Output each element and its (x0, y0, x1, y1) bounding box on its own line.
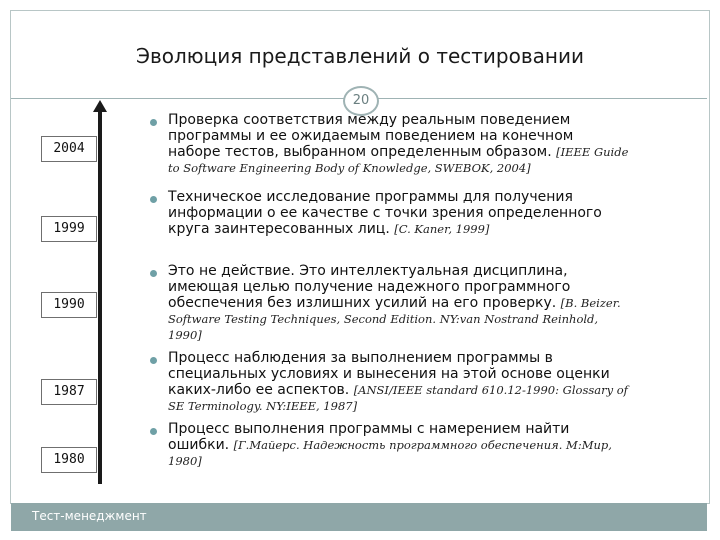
bullet-icon (150, 270, 157, 277)
definition-citation: [B. Beizer. Software Testing Techniques, Second Edition. NY:van Nostrand Reinhold, 1990] (168, 296, 621, 342)
definition-body: Это не действие. Это интеллектуальная дисциплина, имеющая целью получение надежного программного обеспечения без излишних усилий на его проверку. (168, 263, 571, 311)
definition-citation: [C. Kaner, 1999] (394, 222, 490, 236)
bullet-icon (150, 196, 157, 203)
year-label-1987: 1987 (41, 379, 97, 405)
definition-body: Процесс выполнения программы с намерением найти ошибки. (168, 421, 570, 453)
definition-item-1980 (150, 421, 630, 469)
definition-text (168, 350, 630, 414)
year-label-1980: 1980 (41, 447, 97, 473)
bullet-icon (150, 119, 157, 126)
timeline-axis (98, 110, 102, 484)
definition-citation: [IEEE Guide to Software Engineering Body of Knowledge, SWEBOK, 2004] (168, 145, 629, 175)
bullet-icon (150, 357, 157, 364)
footer-label: Тест-менеджмент (32, 509, 147, 523)
definition-body: Техническое исследование программы для получения информации о ее качестве с точки зрения определенного круга заинтересованных лиц. (168, 189, 602, 237)
definition-body: Процесс наблюдения за выполнением программы в специальных условиях и вынесения на этой основе оценки каких-либо ее аспектов. (168, 350, 610, 398)
definition-text (168, 421, 630, 469)
definition-citation: [ANSI/IEEE standard 610.12-1990: Glossary of SE Terminology. NY:IEEE, 1987] (168, 383, 628, 413)
definition-citation: [Г.Майерс. Надежность программного обеспечения. М:Мир, 1980] (168, 438, 612, 468)
definition-text (168, 263, 630, 343)
definition-item-1987 (150, 350, 630, 414)
definition-item-1999 (150, 189, 630, 237)
definition-text (168, 112, 630, 176)
page-number-badge: 20 (343, 86, 379, 116)
bullet-icon (150, 428, 157, 435)
year-label-2004: 2004 (41, 136, 97, 162)
year-label-1999: 1999 (41, 216, 97, 242)
definition-item-2004 (150, 112, 630, 176)
definition-body: Проверка соответствия между реальным поведением программы и ее ожидаемым поведением на конечном наборе тестов, выбранном определенным образом. (168, 112, 574, 160)
definition-item-1990 (150, 263, 630, 343)
definition-text (168, 189, 630, 237)
year-label-1990: 1990 (41, 292, 97, 318)
slide-title: Эволюция представлений о тестировании (136, 44, 584, 68)
